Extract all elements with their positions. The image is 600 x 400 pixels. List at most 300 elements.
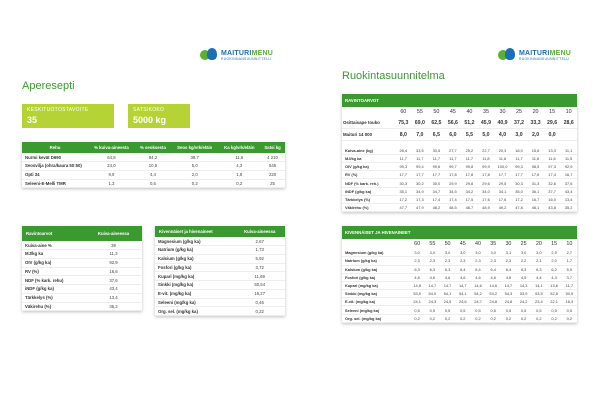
- table-row: [155, 272, 285, 281]
- table-row: [22, 179, 285, 188]
- table-cell: 2,3: [470, 257, 485, 265]
- mineral-plan-table: [342, 226, 577, 323]
- level-header: 55: [416, 109, 423, 116]
- row-label: Väkirehu (%): [342, 203, 395, 211]
- table-cell: 2,3: [410, 257, 425, 265]
- table-cell: 3,0: [470, 249, 485, 257]
- level-header-row: [342, 107, 577, 117]
- table-row: [22, 276, 142, 285]
- row-label: Seleeni (mg/kg ka): [342, 306, 410, 314]
- table-cell: 43,4: [85, 285, 142, 294]
- table-cell: 11,7: [412, 154, 429, 162]
- mineral-table: [155, 226, 285, 316]
- table-cell: 14,7: [455, 281, 470, 289]
- table-cell: 54,3: [501, 290, 516, 298]
- table-cell: 48,2: [428, 203, 445, 211]
- row-label: Org. sel. (mg/kg ka): [342, 314, 410, 322]
- table-cell: 37,2: [511, 117, 528, 129]
- table-cell: 99,4: [412, 163, 429, 171]
- table-cell: 0,2: [562, 314, 577, 322]
- table-cell: 29,9: [445, 179, 462, 187]
- table-cell: 30,0: [428, 179, 445, 187]
- table-cell: 14,7: [440, 281, 455, 289]
- table-cell: 6,4: [470, 265, 485, 273]
- table-row: [342, 306, 577, 314]
- row-label: Kalsium (g/kg ka): [342, 265, 410, 273]
- table-cell: 99,7: [445, 163, 462, 171]
- table-cell: 14,6: [470, 281, 485, 289]
- row-label: NDF (% kark. reh.): [342, 179, 395, 187]
- table-row: [342, 203, 577, 211]
- table-cell: 16,7: [527, 195, 544, 203]
- table-cell: 6,4: [486, 265, 501, 273]
- level-header: 15: [549, 109, 556, 116]
- batch-value: 5000 kg: [133, 115, 167, 125]
- table-cell: 24,1: [410, 298, 425, 306]
- table-cell: 0,5: [410, 306, 425, 314]
- table-cell: 4,6: [501, 273, 516, 281]
- table-cell: 220: [260, 170, 285, 179]
- brand-name: MAITURIMENU: [221, 50, 273, 58]
- table-cell: 5,0: [478, 129, 495, 141]
- table-cell: 2,3: [440, 257, 455, 265]
- table-cell: 47,9: [412, 203, 429, 211]
- col-header: Ka kg/vrk/eläin: [218, 142, 260, 153]
- table-cell: 37,6: [560, 179, 577, 187]
- table-cell: 11,7: [562, 281, 577, 289]
- table-cell: 0,2: [501, 314, 516, 322]
- level-header: 20: [535, 241, 542, 248]
- table-cell: 64,8: [88, 153, 135, 161]
- level-header: 35: [490, 241, 497, 248]
- table-cell: 17,7: [511, 171, 528, 179]
- row-label: Osittaisape touko: [342, 117, 395, 129]
- table-cell: 13,6: [546, 281, 561, 289]
- table-cell: 24,0: [88, 161, 135, 170]
- table-cell: 29,6: [478, 179, 495, 187]
- table-cell: 29,5: [494, 179, 511, 187]
- table-cell: 4,3: [218, 161, 260, 170]
- table-cell: 29,6: [544, 117, 561, 129]
- table-cell: 28,6: [560, 117, 577, 129]
- table-cell: 5,9: [562, 265, 577, 273]
- table-cell: 50,5: [562, 290, 577, 298]
- table-row: [342, 273, 577, 281]
- row-label: Kupari (mg/kg ka): [342, 281, 410, 289]
- table-cell: 17,7: [494, 171, 511, 179]
- table-cell: 33,5: [412, 147, 429, 155]
- table-cell: 39: [85, 241, 142, 249]
- col-header: Ravintoarvot: [22, 226, 85, 241]
- brand-logo: [200, 48, 273, 64]
- table-cell: 14,6: [486, 281, 501, 289]
- table-cell: 18,0: [511, 147, 528, 155]
- table-cell: 53,5: [531, 290, 546, 298]
- table-cell: 0,2: [410, 314, 425, 322]
- level-header: 25: [516, 109, 523, 116]
- table-cell: 56,6: [445, 117, 462, 129]
- table-cell: 2,67: [234, 237, 285, 245]
- table-cell: 32,6: [544, 179, 561, 187]
- table-cell: 0,46: [234, 298, 285, 307]
- table-cell: 54,2: [470, 290, 485, 298]
- table-row: [342, 147, 577, 155]
- table-cell: 0,5: [486, 306, 501, 314]
- table-cell: 17,6: [527, 171, 544, 179]
- table-cell: 17,7: [395, 171, 412, 179]
- table-row: [342, 171, 577, 179]
- table-cell: 3,0: [410, 249, 425, 257]
- table-cell: 4,6: [425, 273, 440, 281]
- table-cell: 29,8: [461, 179, 478, 187]
- table-cell: 17,7: [412, 171, 429, 179]
- table-cell: 17,8: [478, 171, 495, 179]
- table-row: [342, 179, 577, 187]
- table-cell: 24,6: [455, 298, 470, 306]
- table-cell: 34,1: [494, 187, 511, 195]
- table-cell: 6,4: [501, 265, 516, 273]
- table-cell: 53,9: [410, 290, 425, 298]
- table-cell: 92,9: [560, 163, 577, 171]
- table-cell: 34,7: [428, 187, 445, 195]
- table-cell: 17,6: [478, 195, 495, 203]
- table-cell: 0,2: [531, 314, 546, 322]
- table-cell: 3,1: [501, 249, 516, 257]
- table-cell: 5,92: [234, 254, 285, 263]
- target-label: KESKITUOTOSTAVOITE: [27, 107, 89, 113]
- level-header: 10: [565, 109, 572, 116]
- level-header: 15: [551, 241, 558, 248]
- table-cell: 2,0: [527, 129, 544, 141]
- table-cell: 17,4: [544, 171, 561, 179]
- table-row: [342, 290, 577, 298]
- table-row: [342, 195, 577, 203]
- row-label: Fosfori (g/kg ka): [342, 273, 410, 281]
- table-cell: 99,6: [428, 163, 445, 171]
- table-cell: 30,3: [395, 179, 412, 187]
- feed-name: Nurmi kevät D690: [22, 153, 88, 161]
- level-header: 50: [433, 109, 440, 116]
- table-cell: 97,3: [544, 163, 561, 171]
- row-label: OIV (g/kg ka): [342, 163, 395, 171]
- row-label: Sinkki (mg/kg ka): [342, 290, 410, 298]
- brand-logo: [498, 48, 571, 64]
- level-header: 30: [505, 241, 512, 248]
- table-cell: 6,0: [445, 129, 462, 141]
- table-cell: 17,6: [494, 195, 511, 203]
- table-row: [22, 241, 142, 249]
- table-cell: 7,0: [412, 129, 429, 141]
- table-cell: 2,0: [171, 170, 218, 179]
- table-cell: 4,0: [494, 129, 511, 141]
- level-header: 45: [459, 241, 466, 248]
- level-header-row: [342, 239, 577, 249]
- table-cell: 14,7: [425, 281, 440, 289]
- table-cell: 0,2: [218, 179, 260, 188]
- table-cell: 20,3: [494, 147, 511, 155]
- table-cell: 23,4: [531, 298, 546, 306]
- level-header: 25: [520, 241, 527, 248]
- table-cell: 45,9: [478, 117, 495, 129]
- col-header: Rehu: [22, 142, 88, 153]
- row-label: Tärkkelys (%): [22, 293, 85, 302]
- table-cell: 1,8: [218, 170, 260, 179]
- row-label: Org. sel. (mg/kg ka): [155, 307, 234, 316]
- table-cell: 47,8: [511, 203, 528, 211]
- row-label: Väkirehu (%): [22, 302, 85, 311]
- table-cell: 34,2: [461, 187, 478, 195]
- level-header: 30: [499, 109, 506, 116]
- table-cell: 11,8: [494, 154, 511, 162]
- target-value: 35: [27, 115, 38, 125]
- table-cell: 2,3: [501, 257, 516, 265]
- table-row: [22, 170, 285, 179]
- table-cell: 11,6: [218, 153, 260, 161]
- table-cell: 33,3: [527, 117, 544, 129]
- table-cell: 2,2: [516, 257, 531, 265]
- table-cell: 0,5: [440, 306, 455, 314]
- row-label: Maituri 14 000: [342, 129, 395, 141]
- table-cell: 3,0: [486, 249, 501, 257]
- table-cell: 24,3: [425, 298, 440, 306]
- table-cell: 6,5: [428, 129, 445, 141]
- table-cell: 4,6: [410, 273, 425, 281]
- table-cell: 4,3: [546, 273, 561, 281]
- table-cell: 99,3: [395, 163, 412, 171]
- level-header: 50: [444, 241, 451, 248]
- table-cell: 2,9: [546, 249, 561, 257]
- row-label: Kupari (mg/kg ka): [155, 272, 234, 281]
- table-cell: 37,7: [544, 187, 561, 195]
- table-cell: 99,8: [461, 163, 478, 171]
- table-cell: 1,73: [234, 245, 285, 254]
- table-cell: 34,0: [478, 187, 495, 195]
- table-cell: 69,0: [412, 117, 429, 129]
- table-cell: 30,3: [511, 179, 528, 187]
- plan-table-header: RAVINTOARVOT: [342, 94, 577, 107]
- table-cell: 4,4: [531, 273, 546, 281]
- table-cell: [560, 129, 577, 141]
- row-label: MJ/kg ka: [22, 249, 85, 258]
- table-cell: 545: [260, 161, 285, 170]
- table-cell: 35,0: [511, 187, 528, 195]
- table-cell: 0,0: [544, 129, 561, 141]
- table-row: [155, 281, 285, 290]
- table-cell: 14,3: [516, 281, 531, 289]
- batch-label: SATSIKOKO: [133, 107, 165, 113]
- table-cell: 3,0: [516, 249, 531, 257]
- table-cell: 43,8: [544, 203, 561, 211]
- table-cell: 0,2: [470, 314, 485, 322]
- level-header: 45: [449, 109, 456, 116]
- table-cell: 0,22: [234, 307, 285, 316]
- table-row: [342, 265, 577, 273]
- table-cell: 13,3: [544, 147, 561, 155]
- table-cell: 4,6: [470, 273, 485, 281]
- row-label: Tärkkelys (%): [342, 195, 395, 203]
- table-row: [155, 254, 285, 263]
- table-cell: 6,3: [425, 265, 440, 273]
- table-cell: 17,5: [461, 195, 478, 203]
- level-header: 10: [566, 241, 573, 248]
- table-cell: 24,8: [501, 298, 516, 306]
- table-cell: 27,7: [445, 147, 462, 155]
- table-cell: 30,2: [412, 179, 429, 187]
- table-cell: 3,0: [440, 249, 455, 257]
- table-cell: 48,5: [445, 203, 462, 211]
- table-cell: 11,7: [461, 154, 478, 162]
- table-cell: 6,3: [410, 265, 425, 273]
- table-cell: 14,7: [501, 281, 516, 289]
- table-cell: 6,2: [546, 265, 561, 273]
- table-cell: 0,2: [486, 314, 501, 322]
- table-cell: 0,2: [425, 314, 440, 322]
- table-cell: 11,5: [560, 154, 577, 162]
- table-cell: 2,3: [486, 257, 501, 265]
- table-cell: 43,4: [560, 187, 577, 195]
- row-label: E-vit. (mg/kg ka): [342, 298, 410, 306]
- table-cell: 51,2: [461, 117, 478, 129]
- table-cell: 11,7: [428, 154, 445, 162]
- table-cell: 4,6: [486, 273, 501, 281]
- table-cell: 11,69: [234, 272, 285, 281]
- table-cell: 16,6: [85, 267, 142, 276]
- table-cell: 6,3: [440, 265, 455, 273]
- table-cell: 54,1: [455, 290, 470, 298]
- table-cell: 84,2: [135, 153, 171, 161]
- table-cell: 16,27: [234, 289, 285, 298]
- table-cell: 0,5: [501, 306, 516, 314]
- table-cell: 2,1: [531, 257, 546, 265]
- batch-box: [128, 104, 190, 128]
- row-label: Magnesium (g/kg ka): [342, 249, 410, 257]
- table-row: [22, 293, 142, 302]
- table-cell: 11,7: [511, 154, 528, 162]
- table-cell: 0,5: [425, 306, 440, 314]
- table-cell: 16,7: [560, 171, 577, 179]
- table-row: [342, 117, 577, 129]
- table-cell: 3,0: [455, 249, 470, 257]
- table-row: [342, 298, 577, 306]
- table-cell: 0,2: [546, 314, 561, 322]
- table-row: [342, 129, 577, 141]
- table-row: [22, 267, 142, 276]
- table-cell: 4,4: [135, 170, 171, 179]
- table-cell: 3,0: [425, 249, 440, 257]
- level-header: 60: [400, 109, 407, 116]
- table-row: [22, 258, 142, 267]
- table-cell: 35,2: [85, 302, 142, 311]
- table-cell: 11,3: [85, 249, 142, 258]
- table-cell: 17,3: [412, 195, 429, 203]
- table-cell: 26,4: [395, 147, 412, 155]
- table-cell: 35,2: [560, 203, 577, 211]
- row-label: Natrium (g/kg ka): [155, 245, 234, 254]
- col-header: Kuiva-aineessa: [234, 226, 285, 237]
- table-cell: 24,5: [440, 298, 455, 306]
- table-cell: 6,4: [455, 265, 470, 273]
- level-header: 20: [532, 109, 539, 116]
- table-cell: 9,9: [88, 170, 135, 179]
- col-header: % kuiva-aineesta: [88, 142, 135, 153]
- row-label: NDF (% kark. rehu): [22, 276, 85, 285]
- table-row: [342, 249, 577, 257]
- table-cell: 92,9: [85, 258, 142, 267]
- table-cell: 54,0: [425, 290, 440, 298]
- table-cell: 36,1: [527, 187, 544, 195]
- table-row: [342, 187, 577, 195]
- level-header: 40: [475, 241, 481, 248]
- table-cell: 14,1: [531, 281, 546, 289]
- table-cell: 16,0: [544, 195, 561, 203]
- logo-mark-icon: [498, 48, 516, 64]
- table-cell: 3,72: [234, 263, 285, 272]
- row-label: RV (%): [22, 267, 85, 276]
- row-label: Kuiva-aine (kg): [342, 147, 395, 155]
- table-cell: 15,6: [527, 147, 544, 155]
- table-cell: 4 210: [260, 153, 285, 161]
- table-cell: 99,9: [478, 163, 495, 171]
- table-cell: 17,8: [461, 171, 478, 179]
- target-box: [22, 104, 114, 128]
- table-cell: 22,1: [546, 298, 561, 306]
- level-header: 40: [466, 109, 473, 116]
- table-cell: 11,6: [544, 154, 561, 162]
- row-label: Kalsium (g/kg ka): [155, 254, 234, 263]
- page-title: Aperesepti: [22, 80, 75, 92]
- table-cell: 24,7: [470, 298, 485, 306]
- table-cell: 35,1: [395, 187, 412, 195]
- table-cell: 13,4: [85, 293, 142, 302]
- page-title: Ruokintasuunnitelma: [342, 70, 445, 82]
- table-cell: 25: [260, 179, 285, 188]
- table-cell: 1,3: [88, 179, 135, 188]
- table-cell: 2,0: [546, 257, 561, 265]
- table-cell: 1,7: [562, 257, 577, 265]
- row-label: MJ/kg ka: [342, 154, 395, 162]
- table-cell: 11,8: [478, 154, 495, 162]
- table-cell: 17,7: [428, 171, 445, 179]
- table-cell: 34,9: [412, 187, 429, 195]
- table-cell: 49,2: [494, 203, 511, 211]
- table-cell: 50,54: [234, 281, 285, 290]
- logo-mark-icon: [200, 48, 218, 64]
- table-cell: 17,2: [511, 195, 528, 203]
- table-row: [22, 249, 142, 258]
- table-cell: 31,3: [527, 179, 544, 187]
- table-cell: 17,2: [395, 195, 412, 203]
- table-row: [22, 285, 142, 294]
- table-cell: 48,7: [461, 203, 478, 211]
- row-label: Natrium (g/kg ka): [342, 257, 410, 265]
- table-cell: 54,1: [440, 290, 455, 298]
- level-header: 35: [482, 109, 489, 116]
- table-cell: 0,2: [516, 314, 531, 322]
- row-label: Seleeni (mg/kg ka): [155, 298, 234, 307]
- table-cell: 47,7: [395, 203, 412, 211]
- row-label: [342, 239, 410, 249]
- table-cell: 17,4: [445, 195, 462, 203]
- feed-name: Opti 34: [22, 170, 88, 179]
- row-label: RV (%): [342, 171, 395, 179]
- table-cell: 11,7: [395, 154, 412, 162]
- table-cell: 14,8: [410, 281, 425, 289]
- table-row: [342, 154, 577, 162]
- table-cell: 17,4: [428, 195, 445, 203]
- table-row: [342, 257, 577, 265]
- col-header: % seoksesta: [135, 142, 171, 153]
- table-cell: 2,7: [562, 249, 577, 257]
